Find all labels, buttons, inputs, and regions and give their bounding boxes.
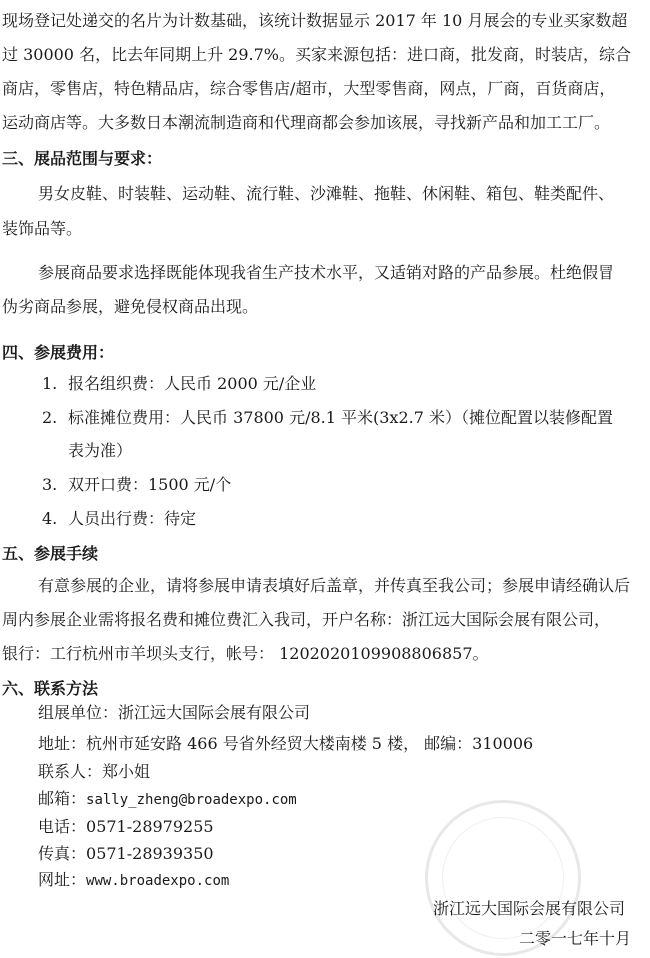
phone-value: 0571-28979255 (86, 817, 214, 836)
fee-item-text: 双开口费：1500 元/个 (68, 475, 232, 494)
email-value: sally_zheng@broadexpo.com (86, 792, 297, 808)
organizer: 组展单位：浙江远大国际会展有限公司 (38, 703, 311, 722)
procedure-line-1: 有意参展的企业，请将参展申请表填好后盖章，并传真至我公司；参展申请经确认后 (38, 576, 631, 595)
phone-label: 电话： (38, 817, 87, 836)
address: 地址：杭州市延安路 466 号省外经贸大楼南楼 5 楼， 邮编：310006 (38, 734, 534, 753)
intro-line-1: 现场登记处递交的名片为计数基础，该统计数据显示 2017 年 10 月展会的专业买家数超 (2, 11, 628, 30)
email-label: 邮箱： (38, 789, 87, 808)
intro-line-2: 过 30000 名，比去年同期上升 29.7%。买家来源包括：进口商，批发商，时装店，综合 (2, 45, 631, 64)
section5-title: 五、参展手续 (2, 544, 99, 563)
section3-title: 三、展品范围与要求： (2, 149, 163, 168)
email-row (38, 788, 297, 811)
fee-item-text: 标准摊位费用：人民币 37800 元/8.1 平米(3x2.7 米）（摊位配置以装修配置 (68, 408, 613, 427)
fee-item-1 (42, 373, 316, 395)
section6-title: 六、联系方法 (2, 679, 99, 698)
fee-item-number: 4. (42, 509, 58, 528)
requirement-line-2: 伪劣商品参展，避免侵权商品出现。 (2, 297, 259, 316)
website-row (38, 869, 229, 892)
fee-item-3 (42, 474, 231, 496)
fee-item-text: 报名组织费：人民币 2000 元/企业 (68, 374, 317, 393)
fee-item-number: 2. (42, 408, 58, 427)
fee-item-text: 人员出行费：待定 (68, 509, 197, 528)
requirement-line-1: 参展商品要求选择既能体现我省生产技术水平，又适销对路的产品参展。杜绝假冒 (38, 263, 615, 282)
fee-item-number: 3. (42, 475, 58, 494)
scope-line-2: 装饰品等。 (2, 219, 83, 238)
fee-item-4 (42, 508, 196, 530)
signature-date: 二零一七年十月 (519, 929, 632, 948)
fee-item-2 (42, 407, 613, 429)
fax-value: 0571-28939350 (86, 844, 214, 863)
intro-line-4: 运动商店等。大多数日本潮流制造商和代理商都会参加该展，寻找新产品和加工工厂。 (2, 113, 611, 132)
scope-line-1: 男女皮鞋、时装鞋、运动鞋、流行鞋、沙滩鞋、拖鞋、休闲鞋、箱包、鞋类配件、 (38, 184, 615, 203)
phone-row (38, 816, 214, 838)
website-value: www.broadexpo.com (86, 873, 230, 889)
procedure-line-3: 银行：工行杭州市羊坝头支行，帐号： 1202020109908806857。 (2, 644, 489, 663)
fax-row (38, 843, 214, 865)
fee-item-number: 1. (42, 374, 58, 393)
section4-title: 四、参展费用： (2, 343, 115, 362)
intro-line-3: 商店，零售店，特色精品店，综合零售店/超市，大型零售商，网点，厂商，百货商店， (2, 79, 616, 98)
contact-person: 联系人：郑小姐 (38, 762, 151, 781)
procedure-line-2: 周内参展企业需将报名费和摊位费汇入我司，开户名称：浙江远大国际会展有限公司， (2, 610, 611, 629)
signature-company: 浙江远大国际会展有限公司 (433, 899, 626, 918)
fee-item-2-continuation: 表为准） (68, 441, 133, 460)
fax-label: 传真： (38, 844, 87, 863)
website-label: 网址： (38, 870, 87, 889)
